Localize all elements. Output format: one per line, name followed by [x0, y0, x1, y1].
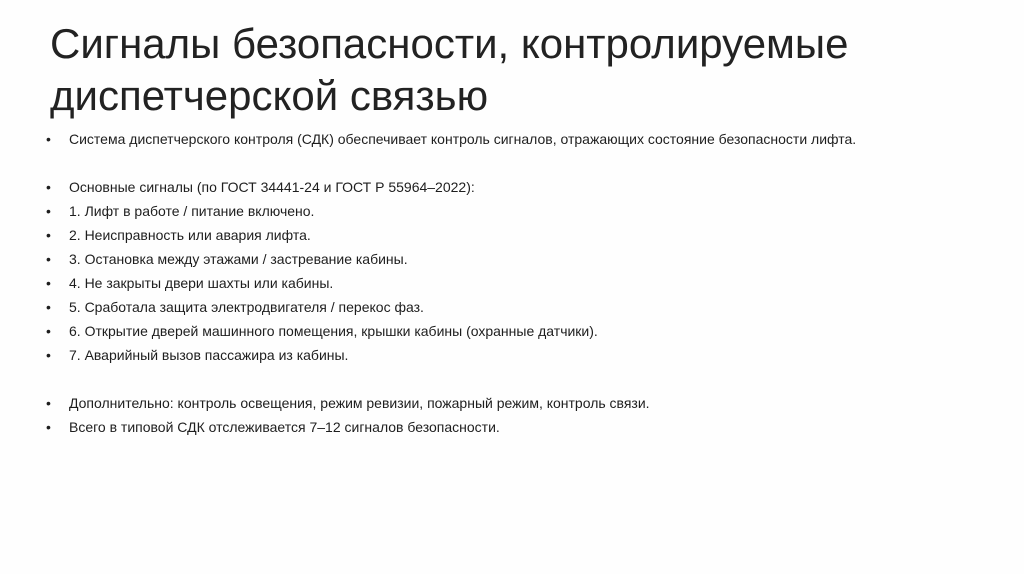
bullet-list	[46, 127, 996, 439]
bullet-text: Дополнительно: контроль освещения, режим ревизии, пожарный режим, контроль связи.	[69, 395, 650, 411]
bullet-dot: •	[46, 323, 51, 339]
bullet-dot: •	[46, 299, 51, 315]
slide-title: Сигналы безопасности, контролируемые диспетчерской связью	[50, 20, 849, 119]
bullet-item	[46, 199, 996, 223]
bullet-item	[46, 223, 996, 247]
bullet-dot: •	[46, 395, 51, 411]
bullet-dot: •	[46, 131, 51, 147]
bullet-item	[46, 391, 996, 415]
bullet-item	[46, 127, 996, 151]
bullet-text: 5. Сработала защита электродвигателя / перекос фаз.	[69, 299, 424, 315]
bullet-dot: •	[46, 227, 51, 243]
bullet-text: 3. Остановка между этажами / застревание кабины.	[69, 251, 408, 267]
bullet-dot: •	[46, 275, 51, 291]
bullet-item	[46, 175, 996, 199]
bullet-item	[46, 343, 996, 367]
bullet-text: 7. Аварийный вызов пассажира из кабины.	[69, 347, 349, 363]
bullet-text: Система диспетчерского контроля (СДК) обеспечивает контроль сигналов, отражающих состояние безопасности лифта.	[69, 131, 857, 147]
bullet-text: 4. Не закрыты двери шахты или кабины.	[69, 275, 334, 291]
bullet-text: 6. Открытие дверей машинного помещения, крышки кабины (охранные датчики).	[69, 323, 598, 339]
bullet-item	[46, 295, 996, 319]
bullet-text: 2. Неисправность или авария лифта.	[69, 227, 311, 243]
bullet-text: Основные сигналы (по ГОСТ 34441-24 и ГОСТ Р 55964–2022):	[69, 179, 475, 195]
bullet-text: 1. Лифт в работе / питание включено.	[69, 203, 315, 219]
bullet-item	[46, 271, 996, 295]
bullet-dot: •	[46, 203, 51, 219]
bullet-dot: •	[46, 251, 51, 267]
bullet-dot: •	[46, 419, 51, 435]
bullet-item	[46, 319, 996, 343]
bullet-text: Всего в типовой СДК отслеживается 7–12 сигналов безопасности.	[69, 419, 500, 435]
bullet-dot: •	[46, 179, 51, 195]
bullet-item	[46, 247, 996, 271]
bullet-dot: •	[46, 347, 51, 363]
bullet-item	[46, 415, 996, 439]
